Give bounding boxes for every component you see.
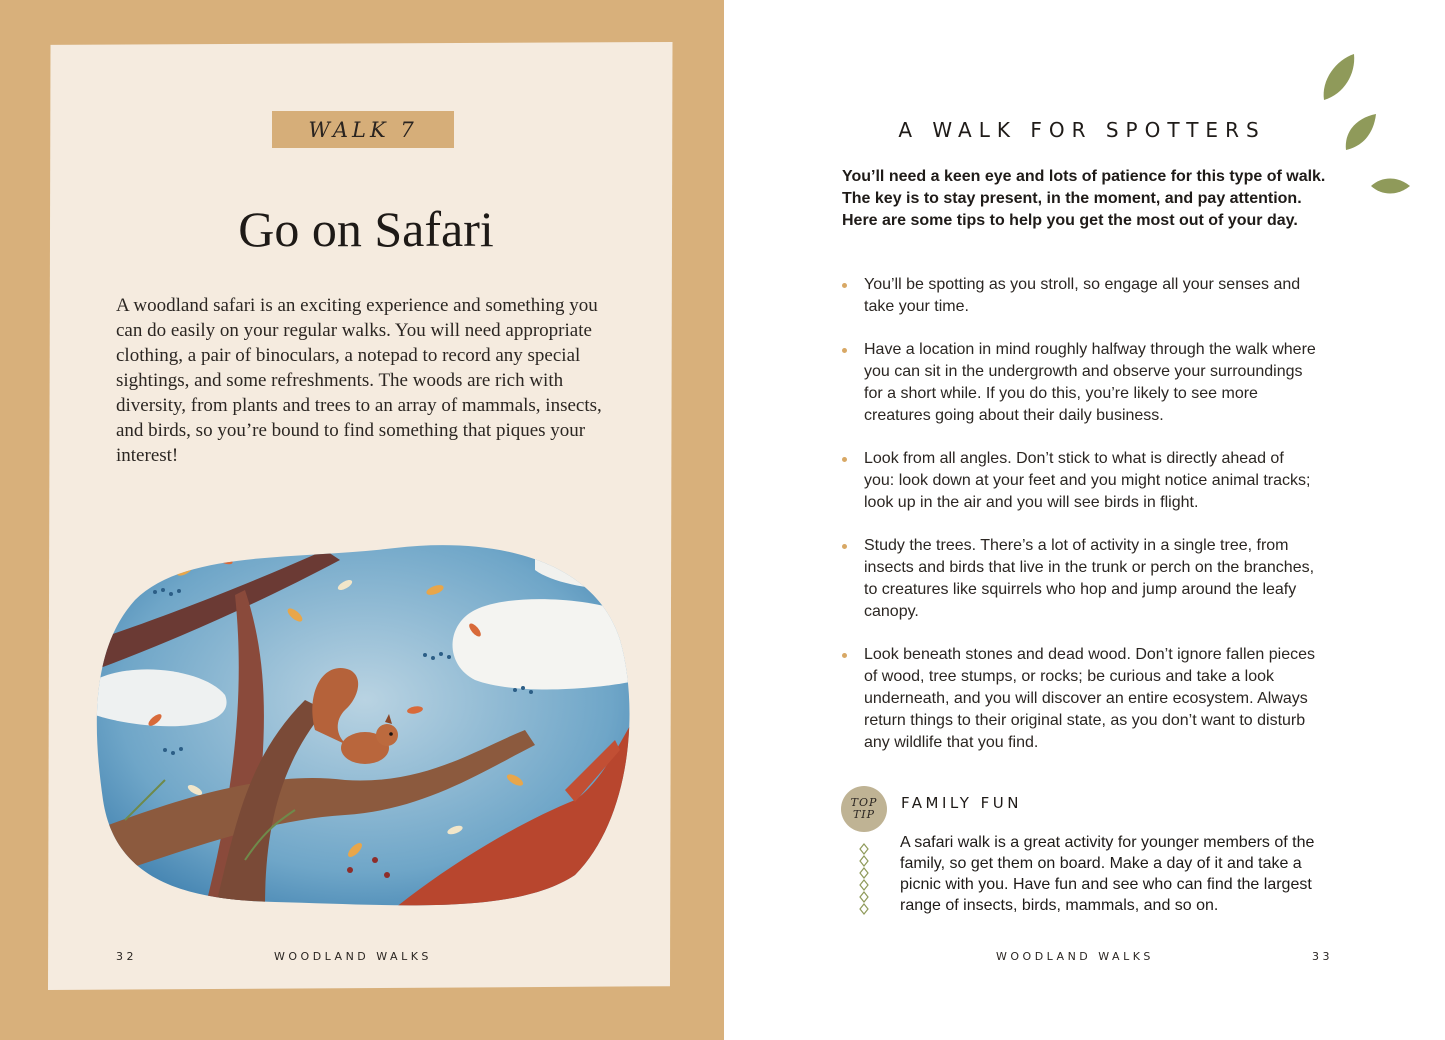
page-number-left: 32 bbox=[116, 950, 137, 963]
tips-list bbox=[842, 274, 1317, 775]
tip-title: FAMILY FUN bbox=[901, 794, 1023, 812]
list-item: Look from all angles. Don’t stick to what is directly ahead of you: look down at your feet and you might notice animal tracks; look up in the air and you will see birds in flight. bbox=[842, 448, 1317, 514]
top-tip-badge bbox=[841, 786, 887, 832]
top-tip-line2: TIP bbox=[852, 808, 876, 821]
list-item: Look beneath stones and dead wood. Don’t ignore fallen pieces of wood, tree stumps, or rocks; be curious and take a look underneath, and you will discover an entire ecosystem. Always return things to their original state, as you don’t want to disturb any wildlife that you find. bbox=[842, 644, 1317, 754]
walk-label bbox=[272, 111, 454, 148]
intro-paragraph: A woodland safari is an exciting experience and something you can do easily on your regular walks. You will need appropriate clothing, a pair of binoculars, a notepad to record any special sightings, and some refreshments. The woods are rich with diversity, from plants and trees to an array of mammals, insects, and birds, so you’re bound to find something that piques your interest! bbox=[116, 295, 602, 466]
page-number-right: 33 bbox=[1312, 950, 1333, 963]
list-item: Study the trees. There’s a lot of activity in a single tree, from insects and birds that live in the trunk or perch on the branches, to creatures like squirrels who hop and jump around the leafy canopy. bbox=[842, 535, 1317, 623]
running-head-left: WOODLAND WALKS bbox=[274, 950, 432, 963]
running-head-right: WOODLAND WALKS bbox=[996, 950, 1154, 963]
lead-paragraph: You’ll need a keen eye and lots of patience for this type of walk. The key is to stay present, in the moment, and pay attention. Here are some tips to help you get the most out of your day. bbox=[842, 168, 1326, 229]
chain-decoration-icon bbox=[859, 842, 869, 918]
tip-body: A safari walk is a great activity for younger members of the family, so get them on board. Make a day of it and take a picnic with you. Have fun and see who can find the largest range of insects, birds, mammals, and so on. bbox=[900, 834, 1315, 914]
top-tip-line1: TOP bbox=[850, 796, 878, 809]
squirrel-illustration bbox=[95, 530, 635, 908]
walk-label-text: WALK 7 bbox=[308, 117, 418, 142]
list-item: Have a location in mind roughly halfway through the walk where you can sit in the undergrowth and observe your surroundings for a short while. If you do this, you’re likely to see more creatures going about their daily business. bbox=[842, 339, 1317, 427]
list-item: You’ll be spotting as you stroll, so engage all your senses and take your time. bbox=[842, 274, 1317, 318]
page-title: Go on Safari bbox=[238, 201, 494, 257]
section-title: A WALK FOR SPOTTERS bbox=[898, 118, 1266, 142]
